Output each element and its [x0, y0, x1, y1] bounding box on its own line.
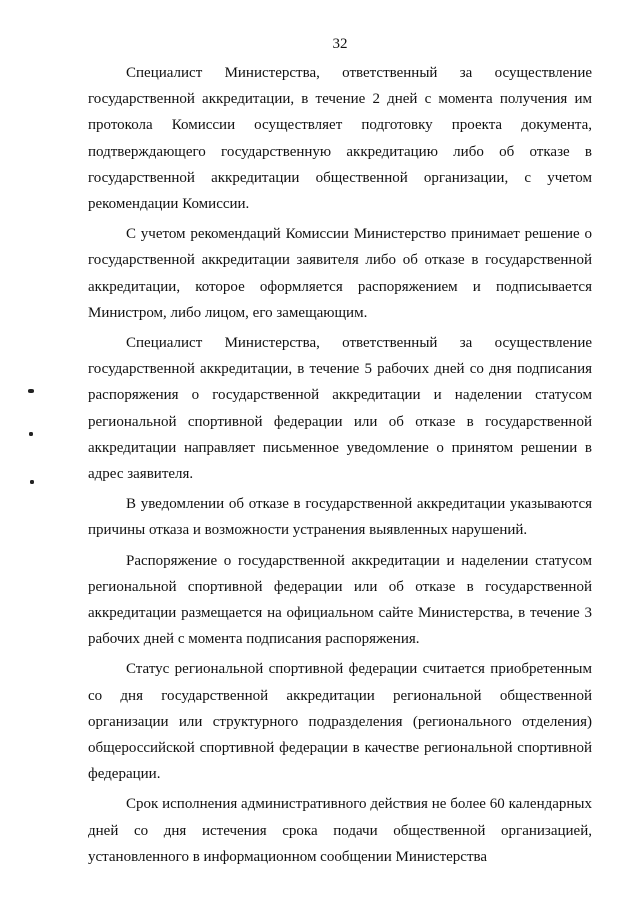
scan-mark: [30, 480, 34, 484]
paragraph-specialist-preparation: Специалист Министерства, ответственный за осуществление государственной аккредитации, в течение 2 дней с момента получения им протокола Комиссии осуществляет подготовку проекта документа, подтверждающего государственную аккредитацию либо об отказе в государственной аккредитации общественной организации, с учетом рекомендации Комиссии.: [88, 65, 592, 213]
paragraph-refusal-reasons: В уведомлении об отказе в государственной аккредитации указываются причины отказа и возможности устранения выявленных нарушений.: [88, 496, 592, 539]
scan-mark: [29, 432, 33, 436]
document-body: [88, 60, 592, 874]
scan-mark: [28, 389, 34, 393]
paragraph-order-publication: Распоряжение о государственной аккредитации и наделении статусом региональной спортивной федерации или об отказе в государственной аккредитации размещается на официальном сайте Министерства, в течение 3 рабочих дней с момента подписания распоряжения.: [88, 552, 592, 648]
paragraph-status-acquisition: Статус региональной спортивной федерации считается приобретенным со дня государственной аккредитации региональной общественной организации или структурного подразделения (регионального отделения) общероссийской спортивной федерации в качестве региональной спортивной федерации.: [88, 661, 592, 783]
paragraph-action-deadline: Срок исполнения административного действия не более 60 календарных дней со дня истечения срока подачи общественной организацией, установленного в информационном сообщении Министерства: [88, 796, 592, 865]
paragraph-ministry-decision: С учетом рекомендаций Комиссии Министерство принимает решение о государственной аккредитации заявителя либо об отказе в государственной аккредитации, которое оформляется распоряжением и подписывается Министром, либо лицом, его замещающим.: [88, 226, 592, 321]
page-number: 32: [332, 36, 348, 52]
paragraph-notification: Специалист Министерства, ответственный за осуществление государственной аккредитации, в течение 5 рабочих дней со дня подписания распоряжения о государственной аккредитации и наделении статусом региональной спортивной федерации или об отказе в государственной аккредитации направляет письменное уведомление о принятом решении в адрес заявителя.: [88, 335, 592, 483]
